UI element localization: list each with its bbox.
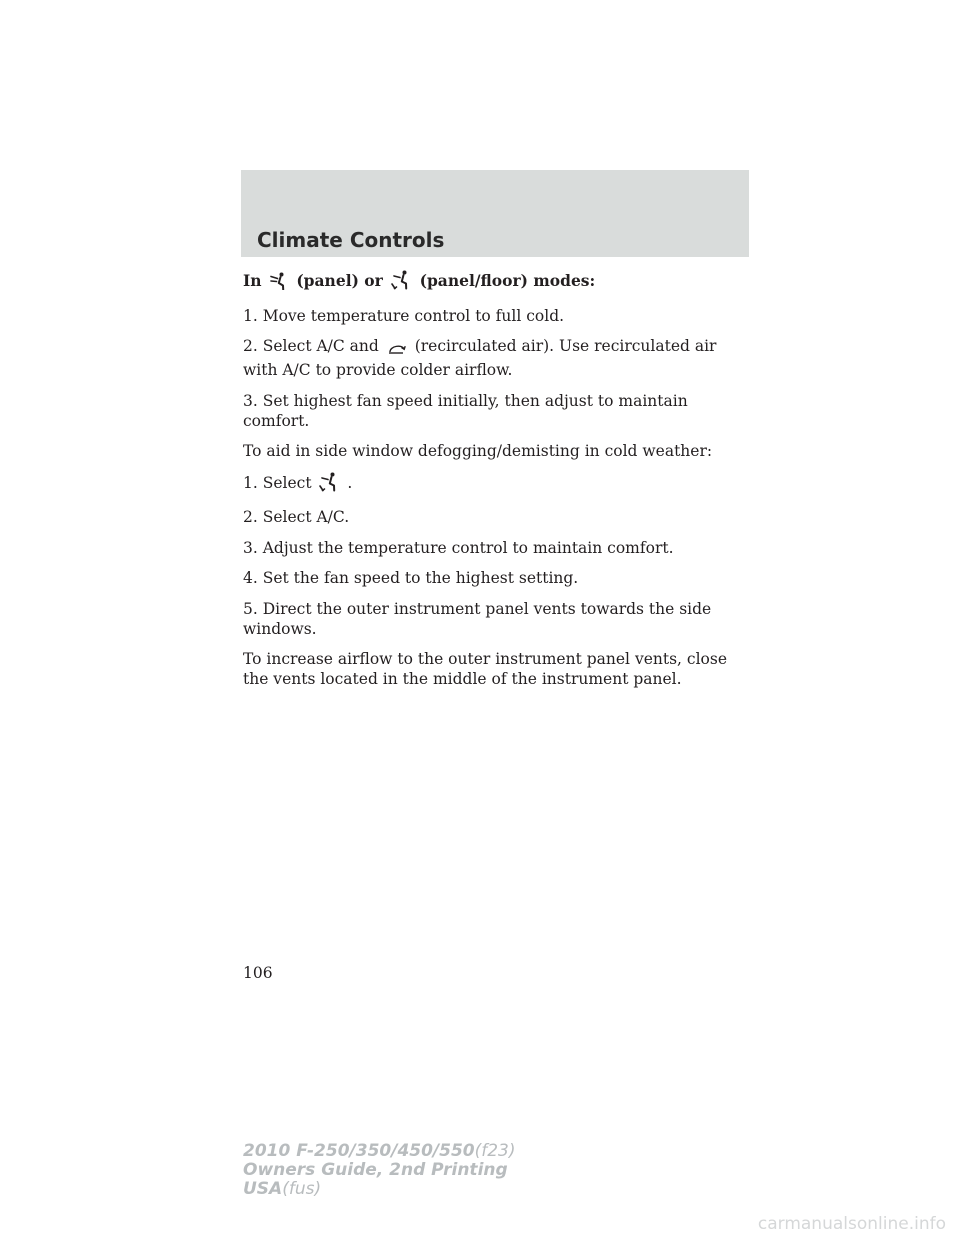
panel-mode-icon <box>270 272 288 295</box>
section-title: Climate Controls <box>257 228 445 252</box>
panel-floor-mode-icon <box>319 472 339 497</box>
defog-step-2: 2. Select A/C. <box>243 508 350 526</box>
defog-step-5: 5. Direct the outer instrument panel vents towards the side windows. <box>243 599 712 638</box>
footer-line-1: 2010 F-250/350/450/550(f23) <box>243 1141 516 1161</box>
cool-step-1: 1. Move temperature control to full cold. <box>243 306 565 325</box>
defog-intro: To aid in side window defogging/demisting in cold weather: <box>243 442 713 460</box>
page-content <box>243 270 748 700</box>
defog-step-3: 3. Adjust the temperature control to maintain comfort. <box>243 538 674 557</box>
defog-step-4: 4. Set the fan speed to the highest setting. <box>243 569 579 587</box>
document-footer <box>243 1142 516 1199</box>
footer-line-2: Owners Guide, 2nd Printing <box>243 1160 508 1180</box>
closing-paragraph: To increase airflow to the outer instrument panel vents, close the vents located in the middle of the instrument panel. <box>243 650 727 688</box>
mode-heading: In (panel) or (panel/floor) modes: <box>243 270 748 295</box>
defog-step-1: 1. Select . <box>243 472 748 497</box>
section-header <box>241 170 749 257</box>
cool-step-3: 3. Set highest fan speed initially, then adjust to maintain comfort. <box>243 391 688 430</box>
recirculated-air-icon <box>387 340 407 360</box>
cool-step-2: 2. Select A/C and (recirculated air). Use recirculated air with A/C to provide colder airflow. <box>243 337 717 379</box>
watermark: carmanualsonline.info <box>757 1214 946 1234</box>
panel-floor-mode-icon <box>391 270 411 295</box>
footer-line-3: USA(fus) <box>243 1179 322 1199</box>
page-number: 106 <box>243 964 273 982</box>
